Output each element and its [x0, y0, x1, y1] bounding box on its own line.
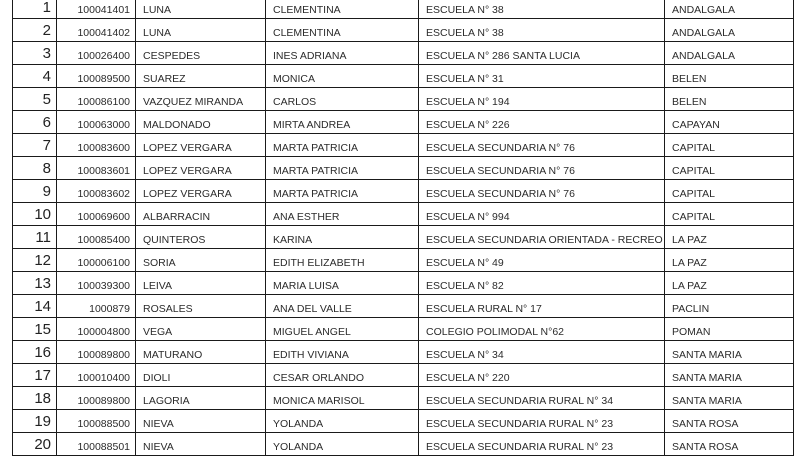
table-body — [13, 0, 794, 456]
first-name: ANA DEL VALLE — [266, 295, 419, 318]
id-code: 100088500 — [57, 410, 136, 433]
school: ESCUELA N° 38 — [419, 19, 665, 42]
first-name: MARTA PATRICIA — [266, 180, 419, 203]
surname: ALBARRACIN — [136, 203, 266, 226]
id-code: 100089500 — [57, 65, 136, 88]
school: ESCUELA SECUNDARIA RURAL N° 34 — [419, 387, 665, 410]
table-row — [13, 387, 794, 410]
first-name: MONICA MARISOL — [266, 387, 419, 410]
id-code: 100086100 — [57, 88, 136, 111]
table-row — [13, 111, 794, 134]
teachers-table — [12, 0, 794, 456]
locality: CAPITAL — [665, 203, 794, 226]
first-name: KARINA — [266, 226, 419, 249]
row-number: 15 — [13, 318, 57, 341]
school: ESCUELA SECUNDARIA N° 76 — [419, 180, 665, 203]
surname: LOPEZ VERGARA — [136, 180, 266, 203]
surname: QUINTEROS — [136, 226, 266, 249]
school: ESCUELA N° 49 — [419, 249, 665, 272]
id-code: 100083602 — [57, 180, 136, 203]
locality: POMAN — [665, 318, 794, 341]
surname: LOPEZ VERGARA — [136, 134, 266, 157]
locality: CAPITAL — [665, 134, 794, 157]
id-code: 100083601 — [57, 157, 136, 180]
locality: BELEN — [665, 88, 794, 111]
school: ESCUELA N° 994 — [419, 203, 665, 226]
surname: CESPEDES — [136, 42, 266, 65]
locality: SANTA MARIA — [665, 364, 794, 387]
surname: MATURANO — [136, 341, 266, 364]
surname: LUNA — [136, 0, 266, 19]
row-number: 1 — [13, 0, 57, 19]
surname: VEGA — [136, 318, 266, 341]
id-code: 100085400 — [57, 226, 136, 249]
row-number: 10 — [13, 203, 57, 226]
table-row — [13, 341, 794, 364]
id-code: 100063000 — [57, 111, 136, 134]
locality: PACLIN — [665, 295, 794, 318]
surname: DIOLI — [136, 364, 266, 387]
table-row — [13, 0, 794, 19]
id-code: 100089800 — [57, 387, 136, 410]
id-code: 100041402 — [57, 19, 136, 42]
school: ESCUELA N° 82 — [419, 272, 665, 295]
row-number: 17 — [13, 364, 57, 387]
first-name: EDITH VIVIANA — [266, 341, 419, 364]
row-number: 18 — [13, 387, 57, 410]
table-row — [13, 226, 794, 249]
school: ESCUELA SECUNDARIA ORIENTADA - RECREO — [419, 226, 665, 249]
table-row — [13, 364, 794, 387]
first-name: ANA ESTHER — [266, 203, 419, 226]
first-name: MIRTA ANDREA — [266, 111, 419, 134]
table-row — [13, 272, 794, 295]
school: ESCUELA SECUNDARIA RURAL N° 23 — [419, 433, 665, 456]
locality: SANTA ROSA — [665, 433, 794, 456]
locality: LA PAZ — [665, 272, 794, 295]
surname: MALDONADO — [136, 111, 266, 134]
table-row — [13, 65, 794, 88]
id-code: 100039300 — [57, 272, 136, 295]
table-row — [13, 88, 794, 111]
table-row — [13, 318, 794, 341]
row-number: 19 — [13, 410, 57, 433]
locality: SANTA MARIA — [665, 341, 794, 364]
row-number: 3 — [13, 42, 57, 65]
row-number: 13 — [13, 272, 57, 295]
school: ESCUELA SECUNDARIA RURAL N° 23 — [419, 410, 665, 433]
school: ESCUELA N° 286 SANTA LUCIA — [419, 42, 665, 65]
locality: ANDALGALA — [665, 0, 794, 19]
row-number: 11 — [13, 226, 57, 249]
table-row — [13, 42, 794, 65]
first-name: MARTA PATRICIA — [266, 134, 419, 157]
table-row — [13, 295, 794, 318]
locality: SANTA MARIA — [665, 387, 794, 410]
first-name: MIGUEL ANGEL — [266, 318, 419, 341]
surname: LAGORIA — [136, 387, 266, 410]
school: COLEGIO POLIMODAL N°62 — [419, 318, 665, 341]
surname: ROSALES — [136, 295, 266, 318]
row-number: 6 — [13, 111, 57, 134]
school: ESCUELA N° 220 — [419, 364, 665, 387]
surname: VAZQUEZ MIRANDA — [136, 88, 266, 111]
table-row — [13, 180, 794, 203]
row-number: 16 — [13, 341, 57, 364]
surname: SORIA — [136, 249, 266, 272]
row-number: 9 — [13, 180, 57, 203]
locality: LA PAZ — [665, 249, 794, 272]
surname: LEIVA — [136, 272, 266, 295]
first-name: MARIA LUISA — [266, 272, 419, 295]
school: ESCUELA RURAL N° 17 — [419, 295, 665, 318]
row-number: 14 — [13, 295, 57, 318]
row-number: 20 — [13, 433, 57, 456]
surname: LUNA — [136, 19, 266, 42]
surname: LOPEZ VERGARA — [136, 157, 266, 180]
first-name: CESAR ORLANDO — [266, 364, 419, 387]
first-name: MARTA PATRICIA — [266, 157, 419, 180]
table-row — [13, 203, 794, 226]
id-code: 100010400 — [57, 364, 136, 387]
school: ESCUELA N° 226 — [419, 111, 665, 134]
table-row — [13, 249, 794, 272]
table-row — [13, 410, 794, 433]
id-code: 100041401 — [57, 0, 136, 19]
locality: CAPITAL — [665, 180, 794, 203]
locality: ANDALGALA — [665, 42, 794, 65]
row-number: 12 — [13, 249, 57, 272]
locality: CAPAYAN — [665, 111, 794, 134]
school: ESCUELA SECUNDARIA N° 76 — [419, 134, 665, 157]
spreadsheet-table-container — [12, 0, 792, 456]
table-row — [13, 134, 794, 157]
school: ESCUELA N° 31 — [419, 65, 665, 88]
locality: BELEN — [665, 65, 794, 88]
locality: SANTA ROSA — [665, 410, 794, 433]
school: ESCUELA N° 194 — [419, 88, 665, 111]
surname: NIEVA — [136, 410, 266, 433]
locality: CAPITAL — [665, 157, 794, 180]
first-name: INES ADRIANA — [266, 42, 419, 65]
id-code: 100026400 — [57, 42, 136, 65]
first-name: YOLANDA — [266, 410, 419, 433]
id-code: 100006100 — [57, 249, 136, 272]
id-code: 100088501 — [57, 433, 136, 456]
first-name: CLEMENTINA — [266, 19, 419, 42]
first-name: CARLOS — [266, 88, 419, 111]
school: ESCUELA SECUNDARIA N° 76 — [419, 157, 665, 180]
id-code: 100083600 — [57, 134, 136, 157]
school: ESCUELA N° 38 — [419, 0, 665, 19]
row-number: 5 — [13, 88, 57, 111]
first-name: YOLANDA — [266, 433, 419, 456]
locality: LA PAZ — [665, 226, 794, 249]
surname: SUAREZ — [136, 65, 266, 88]
locality: ANDALGALA — [665, 19, 794, 42]
id-code: 1000879 — [57, 295, 136, 318]
table-row — [13, 157, 794, 180]
row-number: 4 — [13, 65, 57, 88]
row-number: 7 — [13, 134, 57, 157]
first-name: EDITH ELIZABETH — [266, 249, 419, 272]
table-row — [13, 433, 794, 456]
id-code: 100089800 — [57, 341, 136, 364]
id-code: 100069600 — [57, 203, 136, 226]
table-row — [13, 19, 794, 42]
id-code: 100004800 — [57, 318, 136, 341]
row-number: 8 — [13, 157, 57, 180]
first-name: CLEMENTINA — [266, 0, 419, 19]
school: ESCUELA N° 34 — [419, 341, 665, 364]
surname: NIEVA — [136, 433, 266, 456]
first-name: MONICA — [266, 65, 419, 88]
row-number: 2 — [13, 19, 57, 42]
